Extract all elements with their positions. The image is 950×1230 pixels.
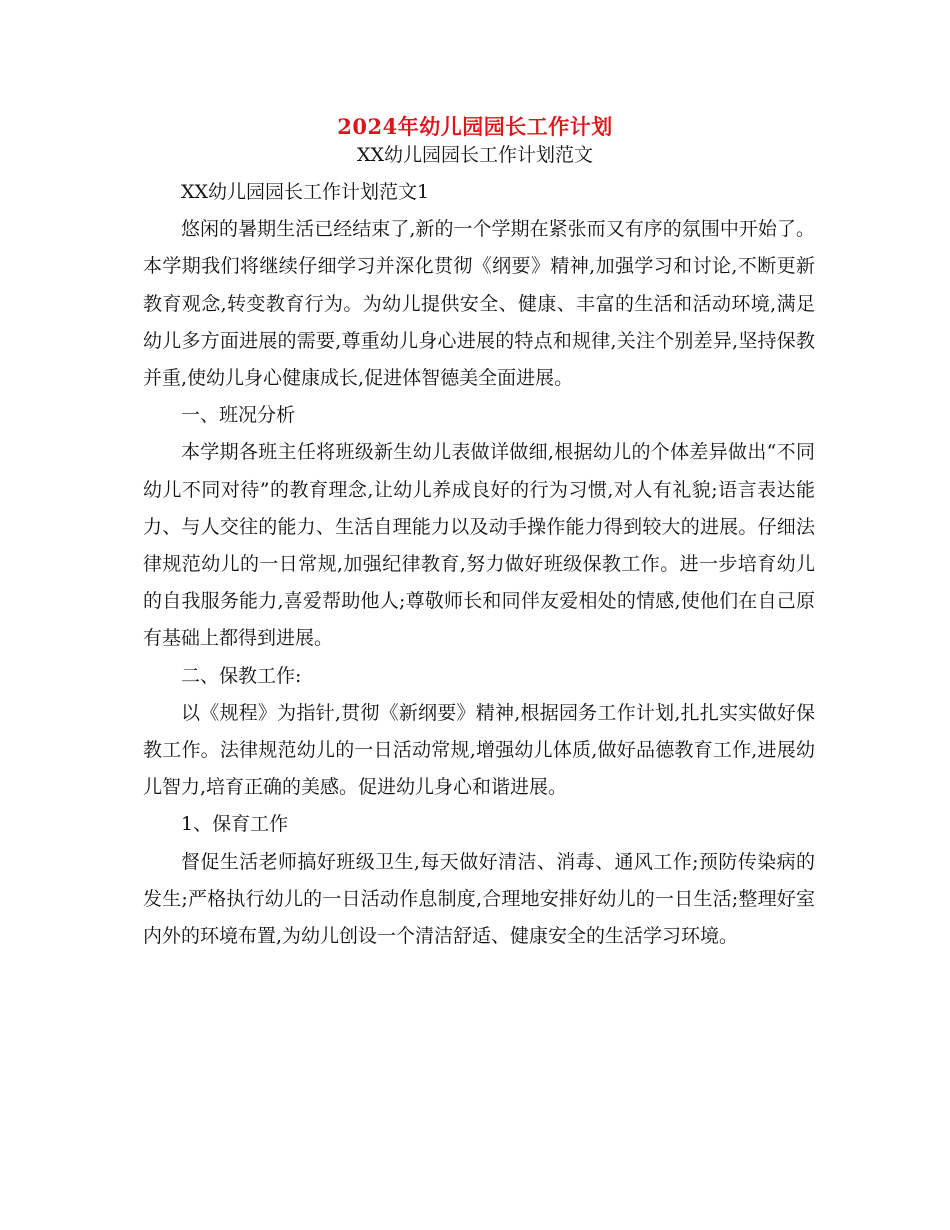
section-heading-childcare: 1、保育工作	[181, 813, 289, 836]
section-heading-care-education: 二、保教工作:	[181, 664, 302, 687]
paragraph-intro: 悠闲的暑期生活已经结束了,新的一个学期在紧张而又有序的氛围中开始了。本学期我们将继续仔细学习并深化贯彻《纲要》精神,加强学习和讨论,不断更新教育观念,转变教育行为。为幼儿提供安全、健康、丰富的生活和活动环境,满足幼儿多方面进展的需要,尊重幼儿身心进展的特点和规律,关注个别差异,坚持保教并重,使幼儿身心健康成长,促进体智德美全面进展。	[143, 218, 815, 390]
section-heading-plan-1: XX幼儿园园长工作计划范文1	[181, 181, 430, 203]
paragraph-childcare: 督促生活老师搞好班级卫生,每天做好清洁、消毒、通风工作;预防传染病的发生;严格执行幼儿的一日活动作息制度,合理地安排好幼儿的一日生活;整理好室内外的环境布置,为幼儿创设一个清洁舒适、健康安全的生活学习环境。	[143, 850, 815, 948]
document-body	[143, 174, 815, 955]
document-title: 2024年幼儿园园长工作计划	[337, 114, 613, 139]
section-heading-class-analysis: 一、班况分析	[181, 404, 296, 427]
paragraph-care-education: 以《规程》为指针,贯彻《新纲要》精神,根据园务工作计划,扎扎实实做好保教工作。法律规范幼儿的一日活动常规,增强幼儿体质,做好品德教育工作,进展幼儿智力,培育正确的美感。促进幼儿身心和谐进展。	[143, 701, 815, 799]
paragraph-class-analysis: 本学期各班主任将班级新生幼儿表做详做细,根据幼儿的个体差异做出“不同幼儿不同对待”的教育理念,让幼儿养成良好的行为习惯,对人有礼貌;语言表达能力、与人交往的能力、生活自理能力以及动手操作能力得到较大的进展。仔细法律规范幼儿的一日常规,加强纪律教育,努力做好班级保教工作。进一步培育幼儿的自我服务能力,喜爱帮助他人;尊敬师长和同伴友爱相处的情感,使他们在自己原有基础上都得到进展。	[143, 441, 815, 650]
document-subtitle: XX幼儿园园长工作计划范文	[356, 144, 594, 166]
